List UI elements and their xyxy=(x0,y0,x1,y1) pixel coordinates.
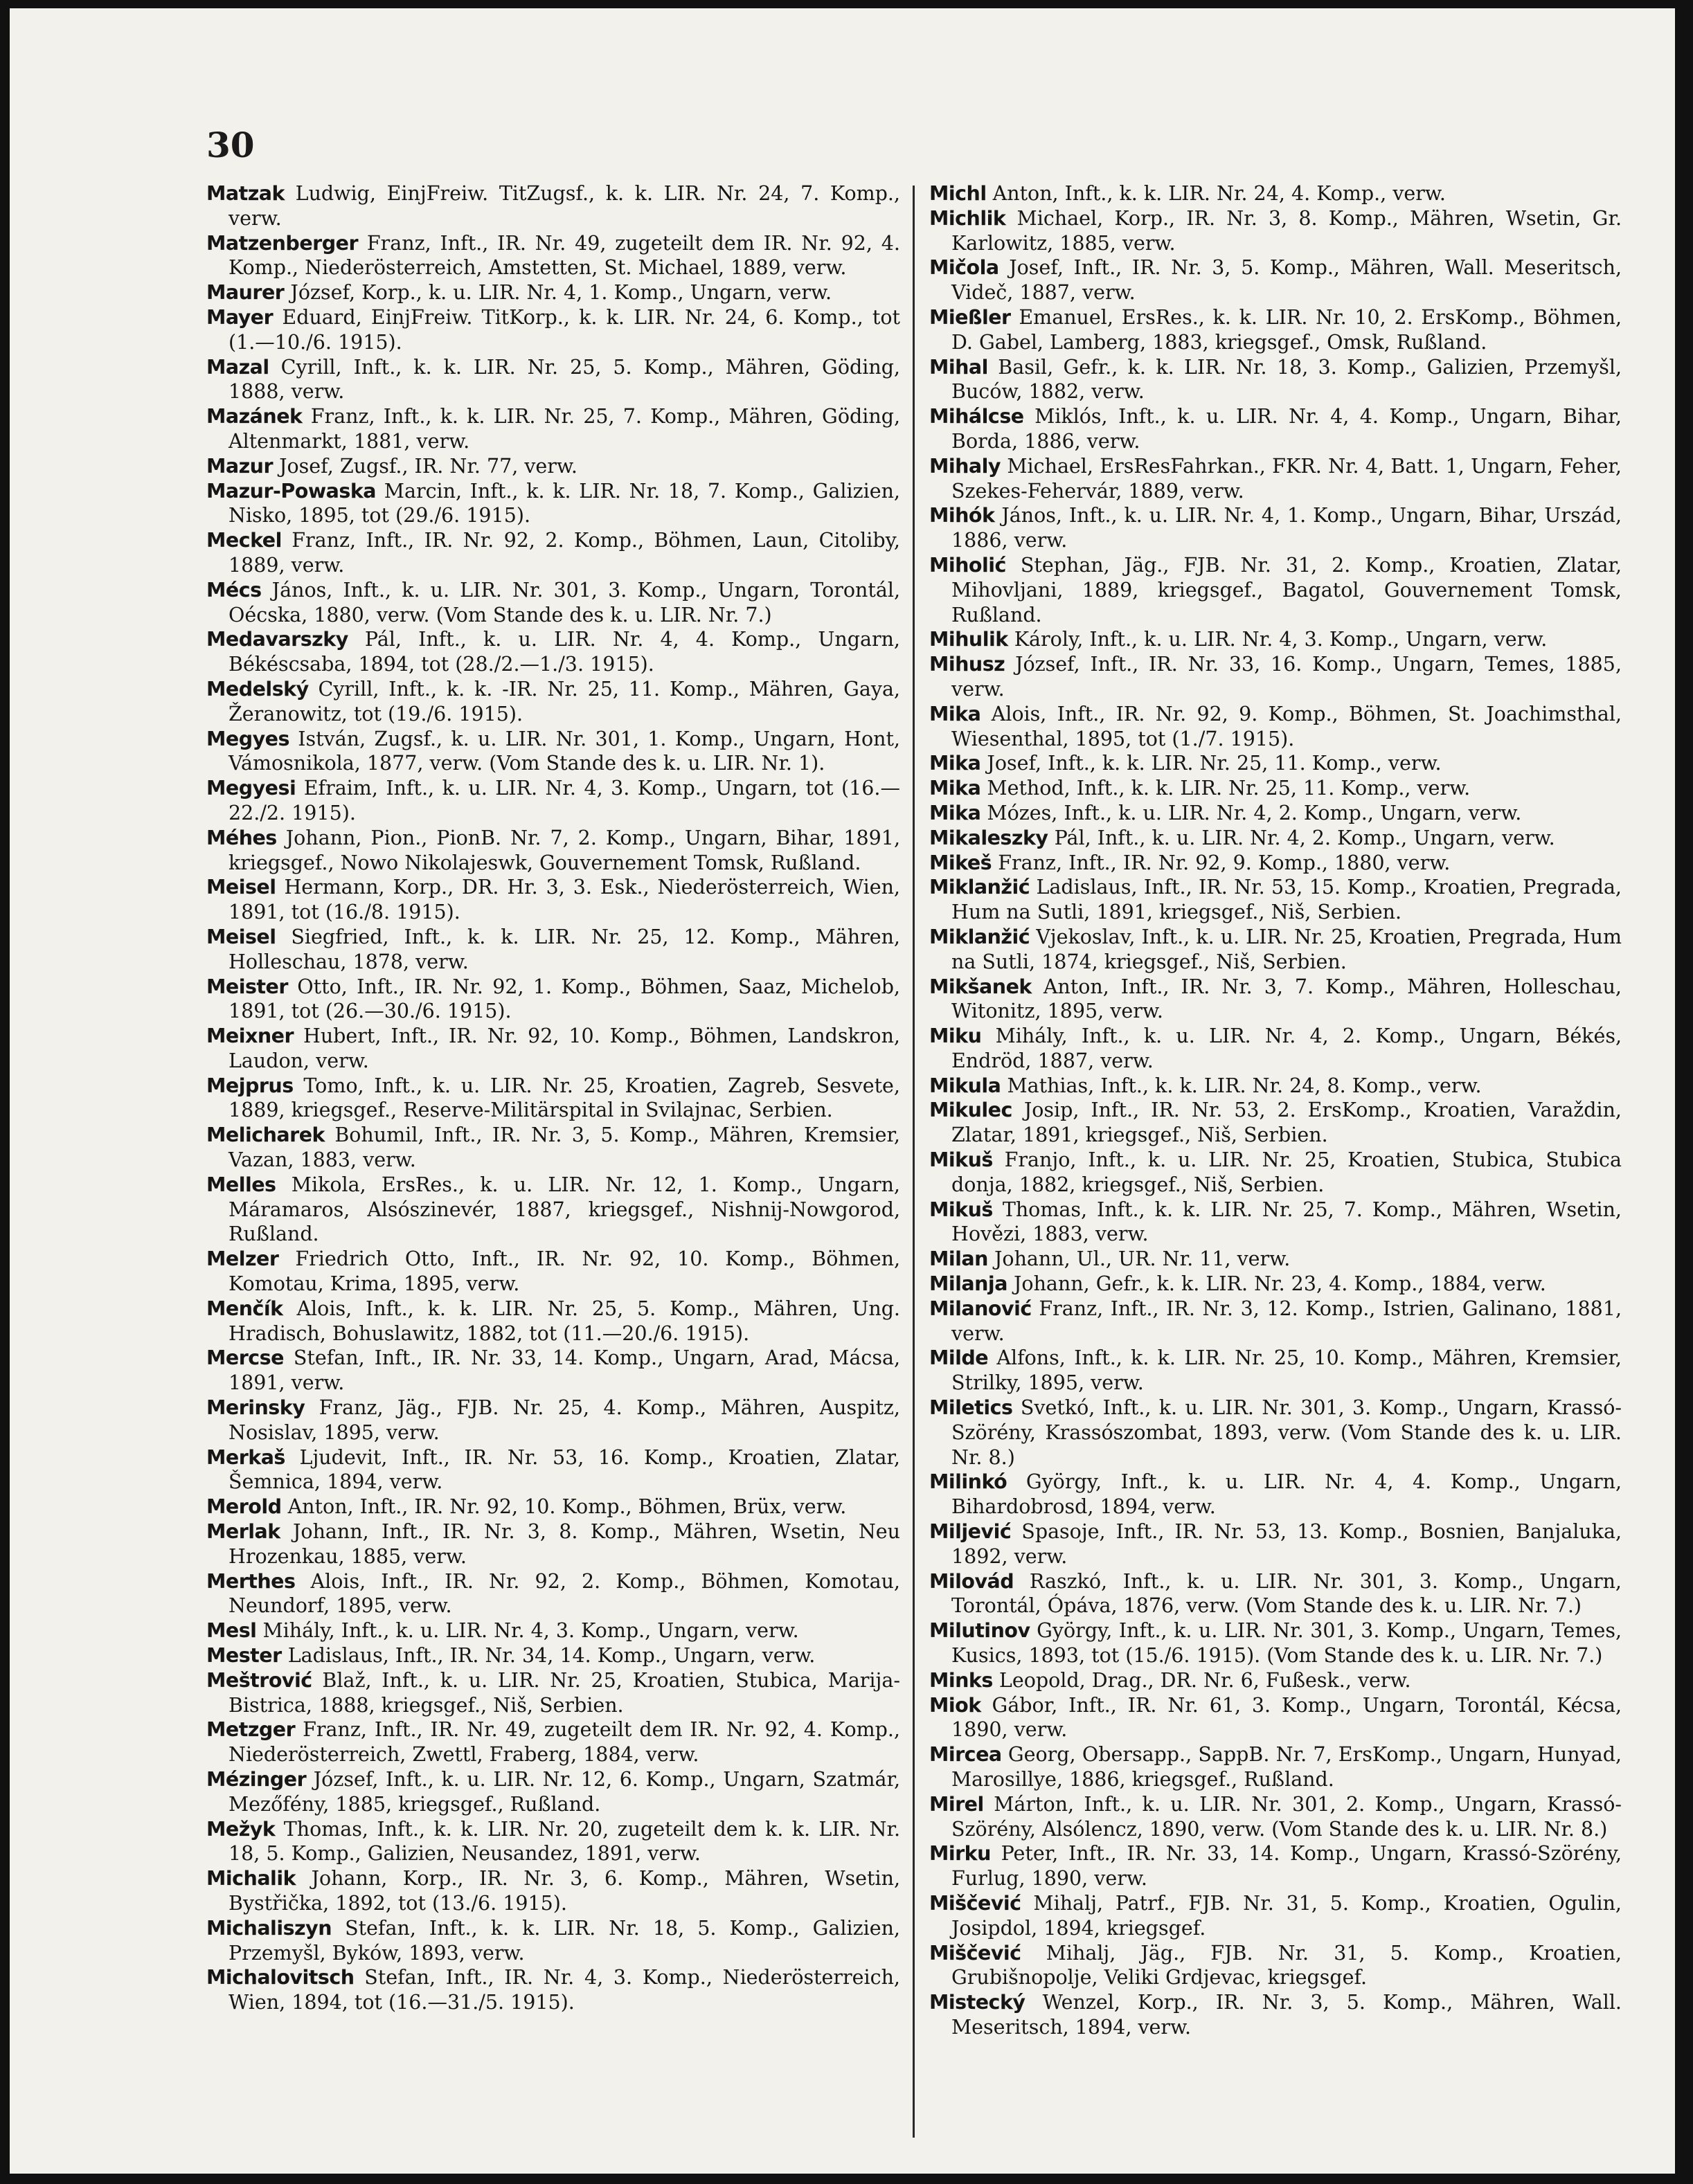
entry-surname: Miščević xyxy=(929,1891,1021,1915)
entry-details: István, Zugsf., k. u. LIR. Nr. 301, 1. Komp., Ungarn, Hont, Vámosnikola, 1877, verw. (Vom Stande des k. u. LIR. Nr. 1). xyxy=(229,727,900,775)
entry-details: Mathias, Inft., k. k. LIR. Nr. 24, 8. Komp., verw. xyxy=(1007,1074,1482,1097)
entry-surname: Miok xyxy=(929,1693,981,1717)
casualty-entry xyxy=(929,503,1622,553)
entry-details: Johann, Inft., IR. Nr. 3, 8. Komp., Mähren, Wsetin, Neu Hrozenkau, 1885, verw. xyxy=(229,1520,900,1568)
entry-details: János, Inft., k. u. LIR. Nr. 4, 1. Komp., Ungarn, Bihar, Urszád, 1886, verw. xyxy=(951,504,1622,552)
entry-details: Franz, Inft., IR. Nr. 49, zugeteilt dem IR. Nr. 92, 4. Komp., Niederösterreich, Zwettl, Fraberg, 1884, verw. xyxy=(229,1718,900,1767)
entry-surname: Michalik xyxy=(206,1867,296,1890)
entry-details: Johann, Korp., IR. Nr. 3, 6. Komp., Mähren, Wsetin, Bystřička, 1892, tot (13./6. 1915). xyxy=(229,1867,900,1915)
casualty-entry xyxy=(929,1941,1622,1991)
entry-surname: Mika xyxy=(929,702,981,725)
entry-surname: Milde xyxy=(929,1346,989,1370)
entry-surname: Mikulec xyxy=(929,1099,1012,1122)
entry-surname: Melzer xyxy=(206,1247,279,1271)
casualty-entry xyxy=(929,1346,1622,1396)
casualty-entry xyxy=(929,702,1622,752)
entry-details: Alois, Inft., IR. Nr. 92, 2. Komp., Böhmen, Komotau, Neundorf, 1895, verw. xyxy=(229,1569,900,1618)
entry-details: Michael, Korp., IR. Nr. 3, 8. Komp., Mähren, Wsetin, Gr. Karlowitz, 1885, verw. xyxy=(951,206,1622,255)
entry-surname: Mihók xyxy=(929,504,995,527)
entry-details: Basil, Gefr., k. k. LIR. Nr. 18, 3. Komp., Galizien, Przemyšl, Buców, 1882, verw. xyxy=(951,355,1622,404)
casualty-entry xyxy=(929,1569,1622,1619)
casualty-entry xyxy=(206,1519,900,1569)
entry-surname: Mihálcse xyxy=(929,405,1024,428)
entry-details: József, Inft., k. u. LIR. Nr. 12, 6. Komp., Ungarn, Szatmár, Mezőfény, 1885, kriegsgef., Rußland. xyxy=(229,1768,901,1816)
entry-surname: Mežyk xyxy=(206,1817,276,1841)
casualty-entry xyxy=(206,627,900,677)
entry-details: Hubert, Inft., IR. Nr. 92, 10. Komp., Böhmen, Landskron, Laudon, verw. xyxy=(229,1025,900,1072)
casualty-entry xyxy=(929,305,1622,355)
entry-details: Method, Inft., k. k. LIR. Nr. 25, 11. Komp., verw. xyxy=(987,777,1471,800)
casualty-entry xyxy=(929,1519,1622,1569)
entry-surname: Melles xyxy=(206,1173,276,1196)
entry-surname: Mécs xyxy=(206,578,262,602)
casualty-entry xyxy=(929,1247,1622,1272)
casualty-entry xyxy=(206,1445,900,1495)
casualty-entry xyxy=(929,1792,1622,1842)
casualty-entry xyxy=(206,925,900,975)
entry-surname: Mihulik xyxy=(929,628,1008,651)
entry-surname: Maurer xyxy=(206,281,285,305)
entry-surname: Mikuš xyxy=(929,1198,993,1221)
entry-surname: Merold xyxy=(206,1495,282,1519)
casualty-entry xyxy=(206,404,900,454)
casualty-entry xyxy=(929,1098,1622,1148)
entry-surname: Merinsky xyxy=(206,1396,305,1420)
entry-details: János, Inft., k. u. LIR. Nr. 301, 3. Komp., Ungarn, Torontál, Oécska, 1880, verw. (Vom Stande des k. u. LIR. Nr. 7.) xyxy=(229,578,900,626)
casualty-entry xyxy=(929,553,1622,627)
entry-surname: Meisel xyxy=(206,876,276,899)
entry-details: József, Korp., k. u. LIR. Nr. 4, 1. Komp., Ungarn, verw. xyxy=(290,281,832,305)
casualty-entry xyxy=(929,1024,1622,1074)
entry-surname: Mistecký xyxy=(929,1991,1025,2014)
casualty-entry xyxy=(206,1569,900,1619)
entry-details: Miklós, Inft., k. u. LIR. Nr. 4, 4. Komp., Ungarn, Bihar, Borda, 1886, verw. xyxy=(951,405,1622,453)
casualty-entry xyxy=(929,652,1622,702)
entry-details: Ladislaus, Inft., IR. Nr. 34, 14. Komp., Ungarn, verw. xyxy=(287,1644,816,1668)
entry-details: Michael, ErsResFahrkan., FKR. Nr. 4, Batt. 1, Ungarn, Feher, Szekes-Fehervár, 1889, verw. xyxy=(951,454,1622,503)
casualty-entry xyxy=(929,925,1622,975)
entry-surname: Michaliszyn xyxy=(206,1916,332,1940)
casualty-entry xyxy=(206,1817,900,1867)
entry-details: Stefan, Inft., IR. Nr. 4, 3. Komp., Niederösterreich, Wien, 1894, tot (16.—31./5. 1915). xyxy=(229,1966,900,2014)
entry-surname: Mičola xyxy=(929,256,999,280)
casualty-entry xyxy=(929,1198,1622,1247)
entry-surname: Metzger xyxy=(206,1718,296,1742)
casualty-entry xyxy=(929,404,1622,454)
casualty-entry xyxy=(206,1668,900,1718)
casualty-entry xyxy=(929,1990,1622,2040)
entry-surname: Mika xyxy=(929,752,981,775)
entry-surname: Mikuš xyxy=(929,1148,993,1172)
entry-surname: Matzak xyxy=(206,182,285,205)
entry-surname: Miklanžić xyxy=(929,876,1030,899)
entry-surname: Michlik xyxy=(929,206,1006,230)
entry-details: Johann, Ul., UR. Nr. 11, verw. xyxy=(994,1247,1291,1271)
entry-surname: Mihusz xyxy=(929,653,1005,676)
entry-surname: Mika xyxy=(929,801,981,824)
entry-surname: Mejprus xyxy=(206,1074,294,1097)
entry-details: Spasoje, Inft., IR. Nr. 53, 13. Komp., Bosnien, Banjaluka, 1892, verw. xyxy=(951,1520,1622,1568)
entry-details: Thomas, Inft., k. k. LIR. Nr. 25, 7. Komp., Mähren, Wsetin, Hovězi, 1883, verw. xyxy=(951,1198,1622,1246)
document-page xyxy=(10,8,1675,2174)
entry-details: Cyrill, Inft., k. k. -IR. Nr. 25, 11. Komp., Mähren, Gaya, Žeranowitz, tot (19./6. 1915). xyxy=(229,677,900,725)
entry-surname: Mester xyxy=(206,1644,282,1668)
entry-details: Josef, Inft., k. k. LIR. Nr. 25, 11. Komp., verw. xyxy=(987,752,1442,775)
entry-surname: Menčík xyxy=(206,1297,283,1320)
entry-surname: Miku xyxy=(929,1025,982,1048)
entry-details: Stefan, Inft., IR. Nr. 33, 14. Komp., Ungarn, Arad, Mácsa, 1891, verw. xyxy=(229,1346,901,1395)
entry-surname: Milanja xyxy=(929,1272,1007,1296)
entry-details: Pál, Inft., k. u. LIR. Nr. 4, 2. Komp., Ungarn, verw. xyxy=(1054,826,1555,849)
entry-details: Franz, Inft., IR. Nr. 3, 12. Komp., Istrien, Galinano, 1881, verw. xyxy=(951,1297,1622,1345)
entry-details: Marcin, Inft., k. k. LIR. Nr. 18, 7. Komp., Galizien, Nisko, 1895, tot (29./6. 1915). xyxy=(229,479,900,527)
casualty-entry xyxy=(206,1074,900,1123)
entry-details: Vjekoslav, Inft., k. u. LIR. Nr. 25, Kroatien, Pregrada, Hum na Sutli, 1874, kriegsgef., Niš, Serbien. xyxy=(951,925,1622,973)
right-column xyxy=(929,181,1622,2040)
casualty-entry xyxy=(206,231,900,281)
entry-surname: Michl xyxy=(929,182,987,205)
casualty-entry xyxy=(206,1495,900,1519)
entry-surname: Mézinger xyxy=(206,1768,307,1791)
casualty-entry xyxy=(206,1297,900,1346)
entry-surname: Mikaleszky xyxy=(929,826,1048,849)
entry-details: Josef, Inft., IR. Nr. 3, 5. Komp., Mähren, Wall. Meseritsch, Videč, 1887, verw. xyxy=(951,256,1622,305)
casualty-entry xyxy=(929,875,1622,925)
casualty-entry xyxy=(206,1767,900,1817)
casualty-entry xyxy=(206,1123,900,1173)
casualty-entry xyxy=(929,1693,1622,1743)
entry-surname: Michalovitsch xyxy=(206,1966,355,1989)
casualty-entry xyxy=(206,1717,900,1767)
entry-details: Mózes, Inft., k. u. LIR. Nr. 4, 2. Komp., Ungarn, verw. xyxy=(987,801,1522,824)
casualty-entry xyxy=(206,776,900,826)
entry-details: Wenzel, Korp., IR. Nr. 3, 5. Komp., Mähren, Wall. Meseritsch, 1894, verw. xyxy=(951,1991,1622,2039)
casualty-entry xyxy=(929,206,1622,256)
entry-surname: Méhes xyxy=(206,826,277,849)
entry-details: Stefan, Inft., k. k. LIR. Nr. 18, 5. Komp., Galizien, Przemyšl, Byków, 1893, verw. xyxy=(229,1916,900,1965)
entry-details: Alois, Inft., IR. Nr. 92, 9. Komp., Böhmen, St. Joachimsthal, Wiesenthal, 1895, tot (1./7. 1915). xyxy=(951,702,1622,750)
entry-details: Gábor, Inft., IR. Nr. 61, 3. Komp., Ungarn, Torontál, Kécsa, 1890, verw. xyxy=(951,1693,1622,1742)
casualty-entry xyxy=(929,851,1622,876)
entry-surname: Mihal xyxy=(929,355,988,379)
entry-details: Ludwig, EinjFreiw. TitZugsf., k. k. LIR. Nr. 24, 7. Komp., verw. xyxy=(229,182,900,230)
entry-surname: Meister xyxy=(206,975,288,998)
entry-details: Stephan, Jäg., FJB. Nr. 31, 2. Komp., Kroatien, Zlatar, Mihovljani, 1889, kriegsgef., Bagatol, Gouvernement Tomsk, Rußland. xyxy=(951,553,1622,626)
entry-surname: Matzenberger xyxy=(206,231,358,255)
entry-surname: Minks xyxy=(929,1668,993,1692)
entry-details: Ladislaus, Inft., IR. Nr. 53, 15. Komp., Kroatien, Pregrada, Hum na Sutli, 1891, kriegsgef., Niš, Serbien. xyxy=(951,876,1622,924)
casualty-entry xyxy=(206,1643,900,1668)
entry-surname: Milanović xyxy=(929,1297,1032,1320)
entry-surname: Mießler xyxy=(929,305,1011,329)
entry-details: Blaž, Inft., k. u. LIR. Nr. 25, Kroatien, Stubica, Marija-Bistrica, 1888, kriegsgef., Niš, Serbien. xyxy=(229,1668,901,1717)
entry-details: Franz, Inft., IR. Nr. 92, 2. Komp., Böhmen, Laun, Citoliby, 1889, verw. xyxy=(229,529,900,577)
entry-details: József, Inft., IR. Nr. 33, 16. Komp., Ungarn, Temes, 1885, verw. xyxy=(951,653,1622,701)
entry-details: Károly, Inft., k. u. LIR. Nr. 4, 3. Komp., Ungarn, verw. xyxy=(1014,628,1548,651)
casualty-entry xyxy=(929,1074,1622,1099)
casualty-entry xyxy=(929,1841,1622,1891)
casualty-entry xyxy=(206,479,900,529)
entry-surname: Merlak xyxy=(206,1520,280,1544)
entry-surname: Mikeš xyxy=(929,851,992,874)
casualty-entry xyxy=(929,1891,1622,1941)
entry-surname: Mesl xyxy=(206,1619,257,1643)
casualty-entry xyxy=(929,627,1622,652)
casualty-entry xyxy=(206,1173,900,1247)
casualty-entry xyxy=(206,181,900,231)
entry-surname: Mayer xyxy=(206,305,274,329)
entry-details: Alois, Inft., k. k. LIR. Nr. 25, 5. Komp., Mähren, Ung. Hradisch, Bohuslawitz, 1882, tot (11.—20./6. 1915). xyxy=(229,1297,900,1345)
casualty-entry xyxy=(206,280,900,305)
entry-surname: Milovád xyxy=(929,1569,1014,1593)
casualty-entry xyxy=(206,1916,900,1966)
casualty-entry xyxy=(206,528,900,578)
entry-details: Franz, Inft., IR. Nr. 92, 9. Komp., 1880, verw. xyxy=(998,851,1451,874)
entry-details: Emanuel, ErsRes., k. k. LIR. Nr. 10, 2. ErsKomp., Böhmen, D. Gabel, Lamberg, 1883, kriegsgef., Omsk, Rußland. xyxy=(951,305,1622,354)
entry-details: Tomo, Inft., k. u. LIR. Nr. 25, Kroatien, Zagreb, Sesvete, 1889, kriegsgef., Reserve-Militärspital in Svilajnac, Serbien. xyxy=(229,1074,900,1122)
casualty-entry xyxy=(929,801,1622,826)
entry-surname: Meštrović xyxy=(206,1668,312,1692)
entry-surname: Meisel xyxy=(206,925,276,948)
casualty-entry xyxy=(206,1866,900,1916)
entry-details: Hermann, Korp., DR. Hr. 3, 3. Esk., Niederösterreich, Wien, 1891, tot (16./8. 1915). xyxy=(229,876,900,924)
casualty-entry xyxy=(206,1618,900,1643)
casualty-entry xyxy=(206,727,900,777)
entry-details: Pál, Inft., k. u. LIR. Nr. 4, 4. Komp., Ungarn, Békéscsaba, 1894, tot (28./2.—1./3. 1915). xyxy=(229,628,900,676)
casualty-entry xyxy=(206,975,900,1025)
entry-surname: Miholić xyxy=(929,553,1006,577)
entry-details: Mihalj, Jäg., FJB. Nr. 31, 5. Komp., Kroatien, Grubišnopolje, Veliki Grdjevac, kriegsgef. xyxy=(951,1941,1622,1989)
entry-surname: Mircea xyxy=(929,1743,1002,1767)
entry-details: Thomas, Inft., k. k. LIR. Nr. 20, zugeteilt dem k. k. LIR. Nr. 18, 5. Komp., Galizien, Neusandez, 1891, verw. xyxy=(229,1817,901,1866)
casualty-entry xyxy=(206,875,900,925)
entry-details: Eduard, EinjFreiw. TitKorp., k. k. LIR. Nr. 24, 6. Komp., tot (1.—10./6. 1915). xyxy=(229,305,900,354)
entry-surname: Medavarszky xyxy=(206,628,348,651)
entry-details: Georg, Obersapp., SappB. Nr. 7, ErsKomp., Ungarn, Hunyad, Marosillye, 1886, kriegsgef., Rußland. xyxy=(951,1743,1622,1791)
entry-surname: Miščević xyxy=(929,1941,1021,1965)
casualty-entry xyxy=(929,1297,1622,1346)
entry-details: Peter, Inft., IR. Nr. 33, 14. Komp., Ungarn, Krassó-Szörény, Furlug, 1890, verw. xyxy=(951,1842,1622,1890)
entry-surname: Mazur-Powaska xyxy=(206,479,377,503)
entry-details: Leopold, Drag., DR. Nr. 6, Fußesk., verw. xyxy=(998,1668,1411,1692)
casualty-entry xyxy=(206,826,900,876)
entry-details: Mihály, Inft., k. u. LIR. Nr. 4, 2. Komp., Ungarn, Békés, Endröd, 1887, verw. xyxy=(951,1025,1622,1072)
entry-surname: Mazánek xyxy=(206,405,303,428)
casualty-entry xyxy=(929,355,1622,405)
casualty-entry xyxy=(206,1346,900,1396)
casualty-entry xyxy=(206,1024,900,1074)
entry-surname: Miletics xyxy=(929,1396,1013,1420)
entry-surname: Medelský xyxy=(206,677,309,701)
entry-details: Johann, Pion., PionB. Nr. 7, 2. Komp., Ungarn, Bihar, 1891, kriegsgef., Nowo Nikolajeswk, Gouvernement Tomsk, Rußland. xyxy=(229,826,900,874)
casualty-entry xyxy=(929,776,1622,801)
entry-surname: Megyes xyxy=(206,727,289,750)
entry-details: Franjo, Inft., k. u. LIR. Nr. 25, Kroatien, Stubica, Stubica donja, 1882, kriegsgef., Niš, Serbien. xyxy=(951,1148,1622,1196)
entry-surname: Mika xyxy=(929,777,981,800)
entry-details: Cyrill, Inft., k. k. LIR. Nr. 25, 5. Komp., Mähren, Göding, 1888, verw. xyxy=(229,355,900,404)
entry-details: Ljudevit, Inft., IR. Nr. 53, 16. Komp., Kroatien, Zlatar, Šemnica, 1894, verw. xyxy=(229,1445,900,1494)
casualty-entry xyxy=(929,255,1622,305)
entry-details: Svetkó, Inft., k. u. LIR. Nr. 301, 3. Komp., Ungarn, Krassó-Szörény, Krassószombat, 1893, verw. (Vom Stande des k. u. LIR. Nr. 8.) xyxy=(951,1396,1622,1469)
entry-surname: Megyesi xyxy=(206,777,296,800)
casualty-entry xyxy=(929,1148,1622,1198)
entry-details: Siegfried, Inft., k. k. LIR. Nr. 25, 12. Komp., Mähren, Holleschau, 1878, verw. xyxy=(229,925,900,973)
entry-details: Franz, Jäg., FJB. Nr. 25, 4. Komp., Mähren, Auspitz, Nosislav, 1895, verw. xyxy=(229,1396,900,1444)
casualty-entry xyxy=(929,1272,1622,1297)
casualty-entry xyxy=(206,1247,900,1297)
entry-surname: Merthes xyxy=(206,1569,296,1593)
entry-surname: Mazal xyxy=(206,355,269,379)
entry-details: Anton, Inft., k. k. LIR. Nr. 24, 4. Komp., verw. xyxy=(992,182,1446,205)
casualty-entry xyxy=(206,1396,900,1445)
entry-details: Mihalj, Patrf., FJB. Nr. 31, 5. Komp., Kroatien, Ogulin, Josipdol, 1894, kriegsgef. xyxy=(951,1891,1622,1940)
casualty-entry xyxy=(206,454,900,479)
casualty-entry xyxy=(929,1618,1622,1668)
entry-surname: Meckel xyxy=(206,529,282,552)
entry-details: Bohumil, Inft., IR. Nr. 3, 5. Komp., Mähren, Kremsier, Vazan, 1883, verw. xyxy=(229,1123,900,1172)
entry-surname: Milutinov xyxy=(929,1619,1030,1643)
casualty-entry xyxy=(929,751,1622,776)
entry-details: Johann, Gefr., k. k. LIR. Nr. 23, 4. Komp., 1884, verw. xyxy=(1013,1272,1546,1296)
entry-surname: Mazur xyxy=(206,454,274,478)
casualty-entry xyxy=(929,1396,1622,1470)
entry-surname: Miljević xyxy=(929,1520,1012,1544)
entry-details: Josip, Inft., IR. Nr. 53, 2. ErsKomp., Kroatien, Varaždin, Zlatar, 1891, kriegsgef., Niš, Serbien. xyxy=(951,1099,1622,1147)
entry-details: Raszkó, Inft., k. u. LIR. Nr. 301, 3. Komp., Ungarn, Torontál, Ópáva, 1876, verw. (Vom Stande des k. u. LIR. Nr. 7.) xyxy=(951,1569,1622,1618)
entry-surname: Mercse xyxy=(206,1346,284,1370)
entry-surname: Meixner xyxy=(206,1025,294,1048)
entry-surname: Mirku xyxy=(929,1842,991,1866)
entry-surname: Mihaly xyxy=(929,454,1001,478)
entry-details: Alfons, Inft., k. k. LIR. Nr. 25, 10. Komp., Mähren, Kremsier, Strilky, 1895, verw. xyxy=(951,1346,1622,1395)
entry-surname: Mikšanek xyxy=(929,975,1032,998)
entry-surname: Merkaš xyxy=(206,1445,285,1469)
page-number: 30 xyxy=(206,125,255,165)
casualty-entry xyxy=(929,1668,1622,1693)
entry-surname: Mikula xyxy=(929,1074,1001,1097)
entry-details: Franz, Inft., IR. Nr. 49, zugeteilt dem IR. Nr. 92, 4. Komp., Niederösterreich, Amstetten, St. Michael, 1889, verw. xyxy=(229,231,900,280)
column-divider xyxy=(913,186,915,2138)
left-column xyxy=(206,181,900,2015)
entry-details: György, Inft., k. u. LIR. Nr. 4, 4. Komp., Ungarn, Bihardobrosd, 1894, verw. xyxy=(951,1470,1622,1519)
casualty-entry xyxy=(206,305,900,355)
entry-details: Friedrich Otto, Inft., IR. Nr. 92, 10. Komp., Böhmen, Komotau, Krima, 1895, verw. xyxy=(229,1247,901,1296)
entry-details: Mikola, ErsRes., k. u. LIR. Nr. 12, 1. Komp., Ungarn, Máramaros, Alsószinevér, 1887, kriegsgef., Nishnij-Nowgorod, Rußland. xyxy=(229,1173,900,1246)
casualty-entry xyxy=(929,454,1622,504)
entry-details: Efraim, Inft., k. u. LIR. Nr. 4, 3. Komp., Ungarn, tot (16.—22./2. 1915). xyxy=(229,777,900,824)
entry-surname: Milan xyxy=(929,1247,988,1271)
entry-details: Márton, Inft., k. u. LIR. Nr. 301, 2. Komp., Ungarn, Krassó-Szörény, Alsólencz, 1890, verw. (Vom Stande des k. u. LIR. Nr. 8.) xyxy=(951,1792,1622,1841)
entry-surname: Milinkó xyxy=(929,1470,1007,1494)
entry-details: Josef, Zugsf., IR. Nr. 77, verw. xyxy=(279,454,577,478)
casualty-entry xyxy=(206,1965,900,2015)
casualty-entry xyxy=(929,975,1622,1025)
entry-surname: Miklanžić xyxy=(929,925,1030,948)
entry-details: Anton, Inft., IR. Nr. 92, 10. Komp., Böhmen, Brüx, verw. xyxy=(287,1495,847,1519)
casualty-entry xyxy=(206,677,900,727)
entry-details: Franz, Inft., k. k. LIR. Nr. 25, 7. Komp., Mähren, Göding, Altenmarkt, 1881, verw. xyxy=(229,405,900,453)
entry-surname: Melicharek xyxy=(206,1123,325,1147)
casualty-entry xyxy=(206,355,900,405)
entry-details: György, Inft., k. u. LIR. Nr. 301, 3. Komp., Ungarn, Temes, Kusics, 1893, tot (15./6. 1915). (Vom Stande des k. u. LIR. Nr. 7.) xyxy=(951,1619,1622,1668)
casualty-entry xyxy=(929,826,1622,851)
casualty-entry xyxy=(929,181,1622,206)
entry-surname: Mirel xyxy=(929,1792,984,1816)
entry-details: Anton, Inft., IR. Nr. 3, 7. Komp., Mähren, Holleschau, Witonitz, 1895, verw. xyxy=(951,975,1622,1023)
casualty-entry xyxy=(929,1470,1622,1519)
entry-details: Mihály, Inft., k. u. LIR. Nr. 4, 3. Komp., Ungarn, verw. xyxy=(262,1619,799,1643)
casualty-entry xyxy=(206,578,900,628)
casualty-entry xyxy=(929,1742,1622,1792)
entry-details: Otto, Inft., IR. Nr. 92, 1. Komp., Böhmen, Saaz, Michelob, 1891, tot (26.—30./6. 1915). xyxy=(229,975,900,1023)
